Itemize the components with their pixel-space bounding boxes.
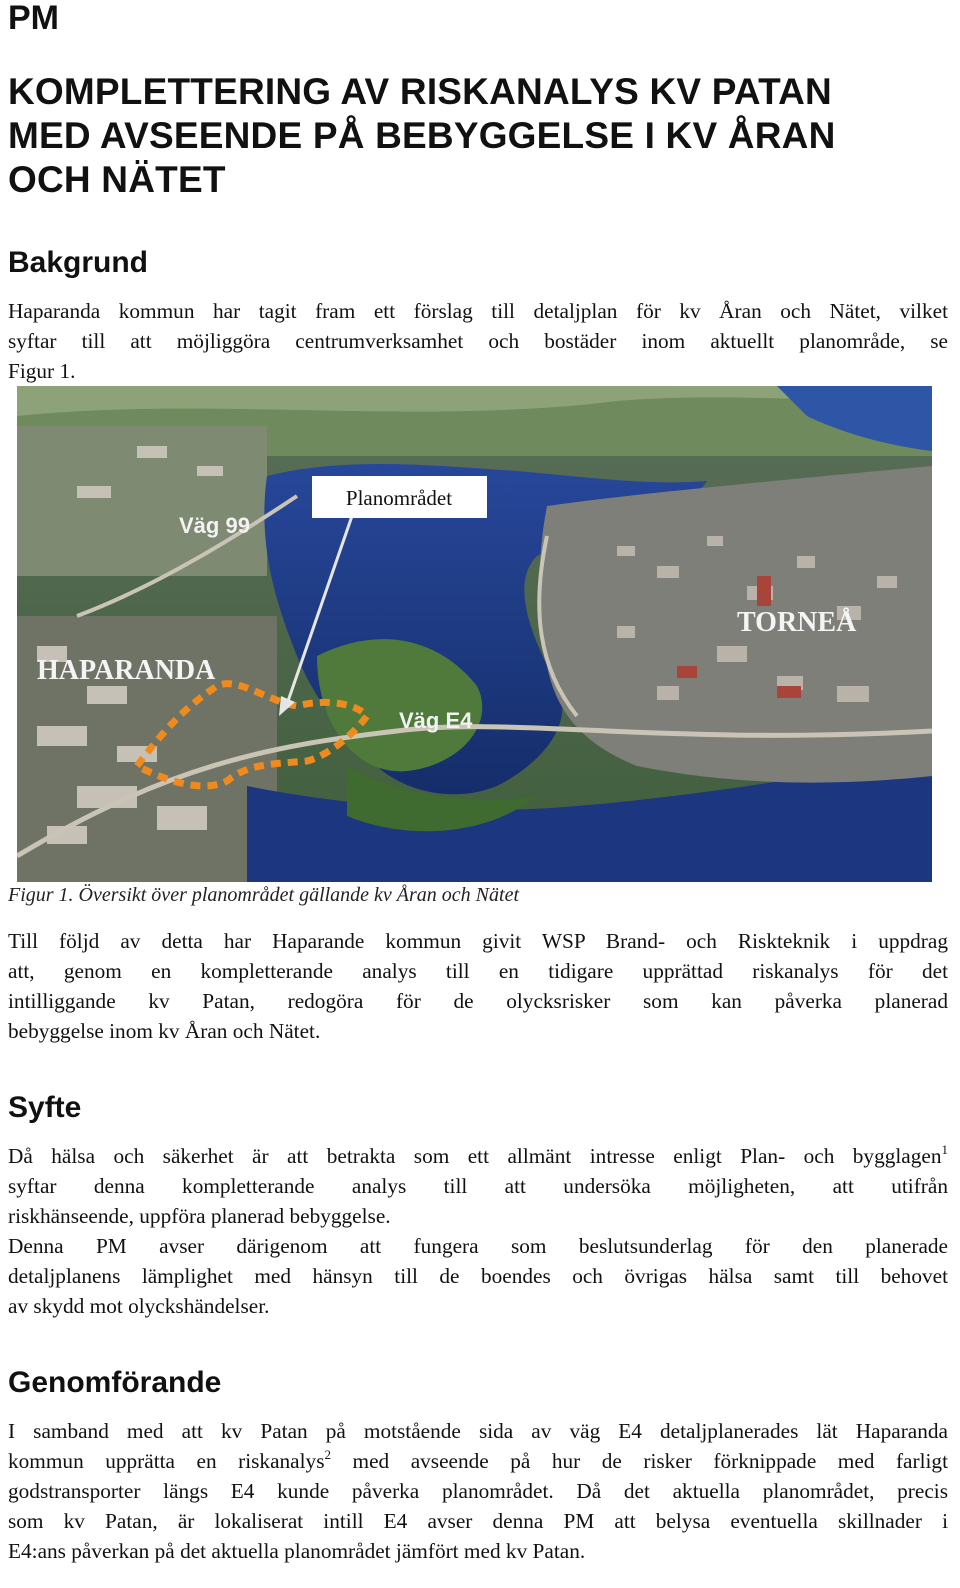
footnote-ref: 2 bbox=[324, 1447, 331, 1462]
paragraph-line: syftar denna kompletterande analys till att undersöka möjligheten, att utifrån bbox=[8, 1174, 948, 1198]
paragraph-line: Till följd av detta har Haparande kommun givit WSP Brand- och Riskteknik i uppdrag bbox=[8, 929, 948, 953]
planomradet-label: Planområdet bbox=[345, 486, 453, 510]
paragraph-line: Haparanda kommun har tagit fram ett förslag till detaljplan för kv Åran och Nätet, vilket bbox=[8, 299, 948, 323]
heading-bakgrund: Bakgrund bbox=[8, 246, 149, 279]
vag99-label: Väg 99 bbox=[179, 513, 250, 538]
paragraph-text: kommun upprätta en riskanalys bbox=[8, 1449, 325, 1473]
paragraph-line: E4:ans påverkan på det aktuella planområdet jämfört med kv Patan. bbox=[8, 1539, 586, 1563]
paragraph-line bbox=[8, 1141, 948, 1171]
paragraph-line: som kv Patan, är lokaliserat intill E4 avser denna PM att belysa eventuella skillnader i bbox=[8, 1509, 948, 1533]
paragraph-bakgrund-intro bbox=[8, 296, 948, 386]
paragraph-text: med avseende på hur de risker förknippade med farligt bbox=[331, 1449, 948, 1473]
paragraph-line: Figur 1. bbox=[8, 359, 76, 383]
paragraph-line: intilliggande kv Patan, redogöra för de olycksrisker som kan påverka planerad bbox=[8, 989, 948, 1013]
title-line: OCH NÄTET bbox=[8, 159, 226, 200]
heading-genomforande: Genomförande bbox=[8, 1366, 222, 1399]
paragraph-line: av skydd mot olyckshändelser. bbox=[8, 1294, 270, 1318]
document-label: PM bbox=[8, 0, 59, 37]
footnote-ref: 1 bbox=[941, 1142, 948, 1157]
paragraph-line: I samband med att kv Patan på motstående sida av väg E4 detaljplanerades lät Haparanda bbox=[8, 1419, 948, 1443]
vage4-label: Väg E4 bbox=[399, 708, 473, 733]
title-line: MED AVSEENDE PÅ BEBYGGELSE I KV ÅRAN bbox=[8, 115, 836, 156]
paragraph-genomforande bbox=[8, 1416, 948, 1566]
figure-caption: Figur 1. Översikt över planområdet gällande kv Åran och Nätet bbox=[8, 884, 520, 906]
tornea-label: TORNEÅ bbox=[737, 607, 857, 638]
heading-syfte: Syfte bbox=[8, 1091, 82, 1124]
paragraph-line: Denna PM avser därigenom att fungera som beslutsunderlag för den planerade bbox=[8, 1234, 948, 1258]
paragraph-syfte-1 bbox=[8, 1141, 948, 1231]
paragraph-line: godstransporter längs E4 kunde påverka planområdet. Då det aktuella planområdet, precis bbox=[8, 1479, 948, 1503]
paragraph-bakgrund-assignment bbox=[8, 926, 948, 1046]
paragraph-text: Då hälsa och säkerhet är att betrakta som ett allmänt intresse enligt Plan- och bygglagen bbox=[8, 1144, 942, 1168]
paragraph-line bbox=[8, 1446, 948, 1476]
paragraph-line: detaljplanens lämplighet med hänsyn till de boendes och övrigas hälsa samt till behovet bbox=[8, 1264, 948, 1288]
haparanda-label: HAPARANDA bbox=[37, 655, 216, 686]
paragraph-syfte-2 bbox=[8, 1231, 948, 1321]
paragraph-line: syftar till att möjliggöra centrumverksamhet och bostäder inom aktuellt planområde, se bbox=[8, 329, 948, 353]
title-line: KOMPLETTERING AV RISKANALYS KV PATAN bbox=[8, 71, 832, 112]
paragraph-line: att, genom en kompletterande analys till en tidigare upprättad riskanalys för det bbox=[8, 959, 948, 983]
paragraph-line: riskhänseende, uppföra planerad bebyggelse. bbox=[8, 1204, 391, 1228]
document-title bbox=[8, 70, 836, 202]
paragraph-line: bebyggelse inom kv Åran och Nätet. bbox=[8, 1019, 321, 1043]
aerial-photo-figure bbox=[17, 386, 932, 882]
